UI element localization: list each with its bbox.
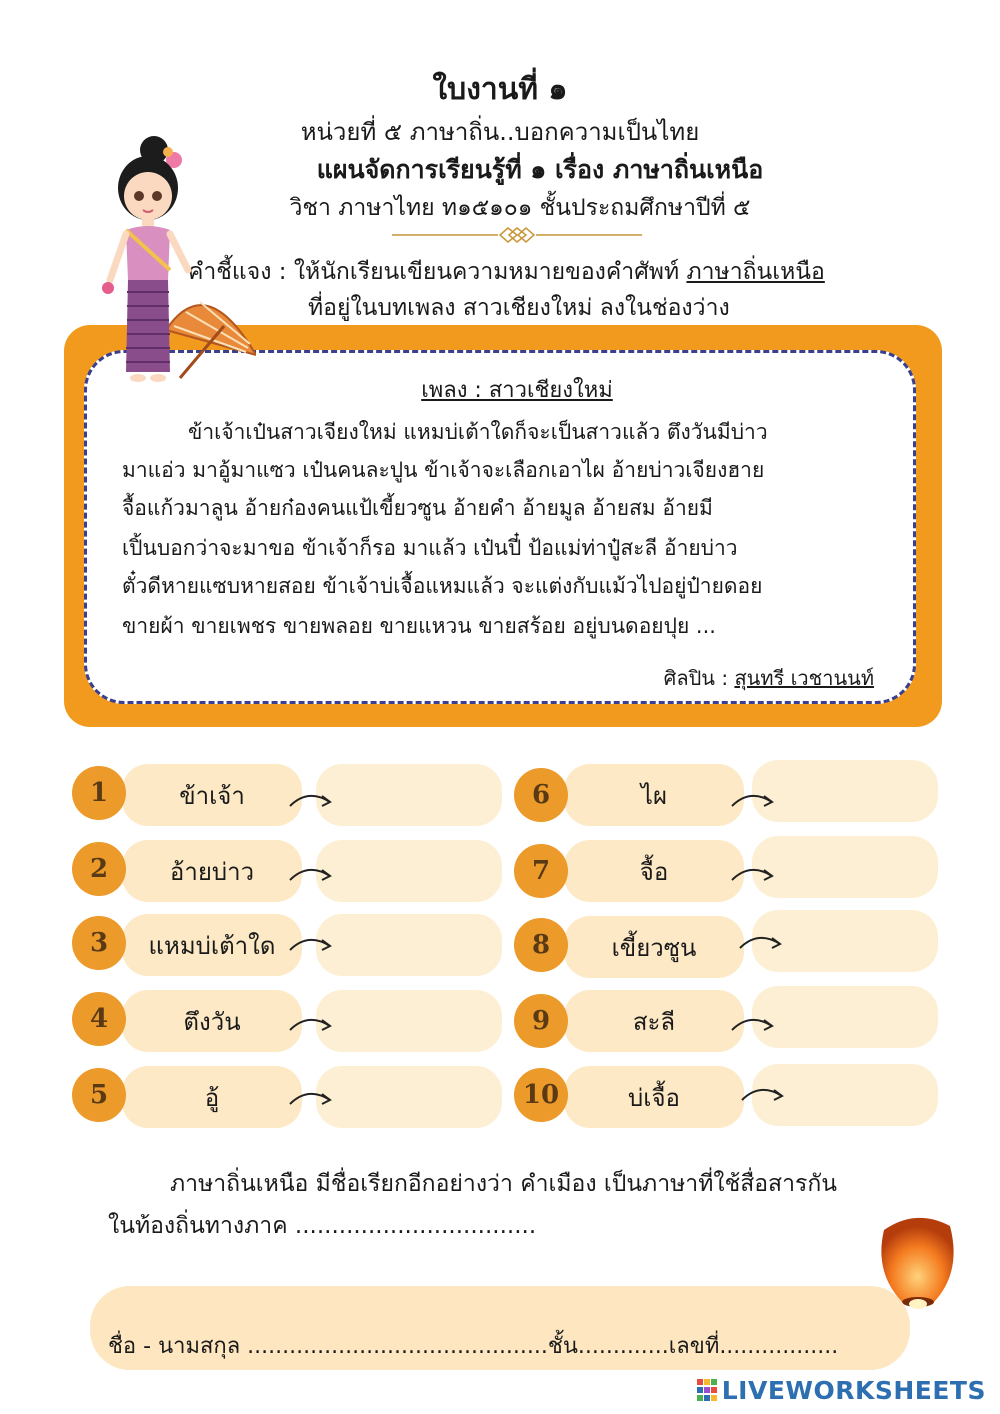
- term-box: ข้าเจ้า: [122, 764, 302, 826]
- term-box: อู้: [122, 1066, 302, 1128]
- term-box: เขี้ยวซูน: [564, 916, 744, 978]
- student-name-field[interactable]: ชื่อ - นามสกุล ...........................................ชั้น.............เลขที่.................: [108, 1334, 839, 1359]
- artist-credit: [664, 662, 874, 694]
- lyric-line: เปิ้นบอกว่าจะมาขอ ข้าเจ้าก็รอ มาแล้ว เป๋นปี๋ ป้อแม่ท่าปู๋สะลี อ้ายบ่าว: [122, 536, 738, 560]
- arrow-icon: [740, 1080, 788, 1106]
- number-badge: 2: [72, 842, 126, 896]
- term-box: อ้ายบ่าว: [122, 840, 302, 902]
- arrow-icon: [738, 928, 786, 954]
- instruction-text: คำชี้แจง : ให้นักเรียนเขียนความหมายของคำศัพท์: [188, 259, 687, 285]
- lesson-plan-title: แผนจัดการเรียนรู้ที่ ๑ เรื่อง ภาษาถิ่นเหนือ: [316, 155, 764, 184]
- number-badge: 7: [514, 844, 568, 898]
- note-line-2[interactable]: ในท้องถิ่นทางภาค .................................: [108, 1213, 537, 1239]
- lyric-line: ตั๋วดีหายแซบหายสอย ข้าเจ้าบ่เจื้อแหมแล้ว จะแต่งกับแม้วไปอยู่ป๋ายดอย: [122, 574, 763, 598]
- arrow-icon: [288, 786, 336, 812]
- term-box: บ่เจื้อ: [564, 1066, 744, 1128]
- number-badge: 9: [514, 994, 568, 1048]
- number-badge: 4: [72, 992, 126, 1046]
- worksheet-title: ใบงานที่ ๑: [432, 72, 568, 107]
- ornament-divider: [392, 226, 642, 244]
- term-box: ไผ: [564, 764, 744, 826]
- term-box: ตึงวัน: [122, 990, 302, 1052]
- term-box: สะลี: [564, 990, 744, 1052]
- term-box: แหมบ่เต้าใด: [122, 914, 302, 976]
- arrow-icon: [730, 1010, 778, 1036]
- instruction-highlight: ภาษาถิ่นเหนือ: [686, 259, 825, 285]
- arrow-icon: [288, 1084, 336, 1110]
- arrow-icon: [730, 860, 778, 886]
- subject-line: วิชา ภาษาไทย ท๑๕๑๐๑ ชั้นประถมศึกษาปีที่ ๕: [289, 195, 751, 221]
- footer-brand: [696, 1372, 986, 1408]
- number-badge: 10: [514, 1068, 568, 1122]
- number-badge: 5: [72, 1068, 126, 1122]
- lyric-line: มาแอ่ว มาอู้มาแซว เป๋นคนละปูน ข้าเจ้าจะเลือกเอาไผ อ้ายบ่าวเจียงฮาย: [122, 458, 765, 482]
- answer-field[interactable]: [316, 840, 502, 902]
- answer-field[interactable]: [316, 764, 502, 826]
- arrow-icon: [288, 860, 336, 886]
- arrow-icon: [288, 930, 336, 956]
- song-title-text: เพลง : สาวเชียงใหม่: [421, 378, 613, 403]
- answer-field[interactable]: [316, 990, 502, 1052]
- liveworksheets-logo-icon: [696, 1377, 718, 1403]
- answer-field[interactable]: [316, 1066, 502, 1128]
- number-badge: 6: [514, 768, 568, 822]
- number-badge: 8: [514, 918, 568, 972]
- lyric-line: ข้าเจ้าเป๋นสาวเจียงใหม่ แหมบ่เต้าใดก็จะเป็นสาวแล้ว ตึงวันมีบ่าว: [188, 420, 768, 444]
- brand-name: LIVEWORKSHEETS: [721, 1375, 986, 1405]
- answer-field[interactable]: [752, 986, 938, 1048]
- note-line-1: ภาษาถิ่นเหนือ มีชื่อเรียกอีกอย่างว่า คำเมือง เป็นภาษาที่ใช้สื่อสารกัน: [170, 1171, 838, 1197]
- instruction-line-2: ที่อยู่ในบทเพลง สาวเชียงใหม่ ลงในช่องว่าง: [308, 295, 730, 321]
- term-box: จื้อ: [564, 840, 744, 902]
- lyric-line: จื้อแก้วมาลูน อ้ายก๋องคนแป้เขี้ยวซูน อ้ายคำ อ้ายมูล อ้ายสม อ้ายมี: [122, 496, 713, 520]
- number-badge: 1: [72, 766, 126, 820]
- answer-field[interactable]: [752, 836, 938, 898]
- unit-subtitle: หน่วยที่ ๕ ภาษาถิ่น..บอกความเป็นไทย: [300, 118, 700, 146]
- arrow-icon: [730, 786, 778, 812]
- answer-field[interactable]: [316, 914, 502, 976]
- lyric-line: ขายผ้า ขายเพชร ขายพลอย ขายแหวน ขายสร้อย อยู่บนดอยปุย ...: [122, 614, 716, 638]
- arrow-icon: [288, 1010, 336, 1036]
- artist-name: สุนทรี เวชานนท์: [734, 666, 874, 690]
- number-badge: 3: [72, 916, 126, 970]
- northern-thai-girl-illustration: [96, 130, 256, 385]
- instruction-line-1: [188, 254, 825, 290]
- artist-label: ศิลปิน :: [663, 666, 735, 690]
- answer-field[interactable]: [752, 760, 938, 822]
